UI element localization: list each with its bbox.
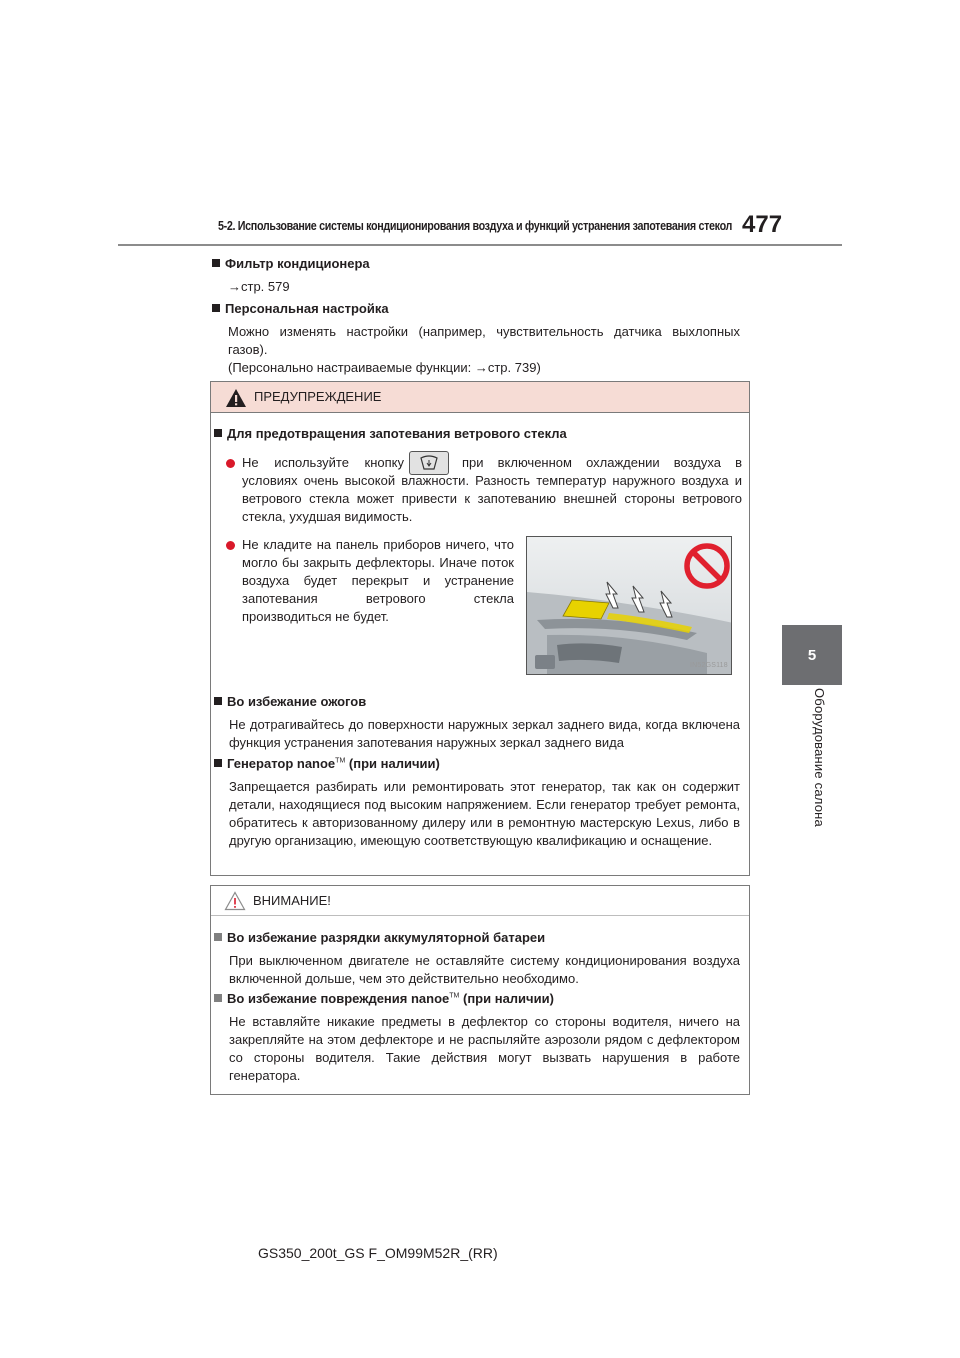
document-code: GS350_200t_GS F_OM99M52R_(RR)	[258, 1245, 498, 1261]
battery-heading: Во избежание разрядки аккумуляторной батареи	[214, 930, 545, 945]
dashboard-illustration	[526, 536, 732, 675]
bullet2-text: Не кладите на панель приборов ничего, что могло бы закрыть дефлекторы. Иначе поток воздуха будет перекрыт и устранение запотевания ветрового стекла производиться не будет.	[242, 537, 514, 624]
personal-line-2: газов).	[228, 342, 268, 357]
caution-nanoe-heading: Во избежание повреждения nanoe™ (при наличии)	[214, 991, 554, 1006]
header-divider	[118, 244, 842, 246]
caution-nanoe-text: Не вставляйте никакие предметы в дефлектор со стороны водителя, ничего на закрепляйте на этом дефлекторе и не распыляйте аэрозоли рядом с дефлектором со стороны водителя. Такие действия могут вызвать нарушения в работе генератора.	[229, 1014, 740, 1083]
nanoe-heading: Генератор nanoe™ (при наличии)	[214, 756, 440, 771]
chapter-tab[interactable]	[782, 625, 842, 685]
bullet1-part2: при включенном охлаждении воздуха в	[462, 455, 742, 470]
filter-heading: Фильтр кондиционера	[212, 256, 370, 271]
square-bullet-icon	[214, 933, 222, 941]
square-bullet-icon	[214, 994, 222, 1002]
arrow-right-icon: →	[228, 279, 241, 294]
burn-heading: Во избежание ожогов	[214, 694, 366, 709]
bullet1-part1: Не используйте кнопку	[242, 455, 404, 470]
section-title: 5-2. Использование системы кондиционирования воздуха и функций устранения запотевания стекол	[218, 219, 733, 233]
square-bullet-icon	[214, 759, 222, 767]
chapter-title: Оборудование салона	[812, 688, 827, 827]
personal-line-3[interactable]: (Персонально настраиваемые функции: →стр. 739)	[228, 360, 541, 375]
personal-heading: Персональная настройка	[212, 301, 389, 316]
illustration-code: IN52GS118	[690, 662, 728, 669]
warning-triangle-icon	[225, 388, 247, 408]
square-bullet-icon	[214, 429, 222, 437]
square-bullet-icon	[212, 304, 220, 312]
red-dot-bullet-icon	[226, 455, 235, 473]
chapter-number: 5	[807, 646, 817, 664]
personal-line-1: Можно изменять настройки (например, чувствительность датчика выхлопных	[228, 324, 740, 339]
square-bullet-icon	[214, 697, 222, 705]
fog-heading: Для предотвращения запотевания ветрового стекла	[214, 426, 567, 441]
square-bullet-icon	[212, 259, 220, 267]
battery-text: При выключенном двигателе не оставляйте систему кондиционирования воздуха включенной дольше, чем это действительно необходимо.	[229, 953, 740, 986]
nanoe-text: Запрещается разбирать или ремонтировать этот генератор, так как он содержит детали, находящиеся под высоким напряжением. Если генератор требует ремонта, обратитесь к авторизованному дилеру или в ремонтную мастерскую Lexus, либо в другую организацию, имеющую соответствующую квалификацию и оснащение.	[229, 779, 740, 848]
arrow-right-icon: →	[474, 360, 488, 375]
red-dot-bullet-icon	[226, 537, 235, 555]
caution-label: ВНИМАНИЕ!	[253, 893, 331, 908]
burn-text: Не дотрагивайтесь до поверхности наружных зеркал заднего вида, когда включена функция устранения запотевания наружных зеркал заднего вида	[229, 717, 740, 750]
page-number: 477	[742, 211, 783, 238]
filter-reference[interactable]: →стр. 579	[228, 279, 290, 294]
caution-header-divider	[211, 915, 749, 916]
warning-label: ПРЕДУПРЕЖДЕНИЕ	[254, 389, 382, 404]
bullet1-rest: условиях очень высокой влажности. Разность температур наружного воздуха и ветрового стекла может привести к запотеванию внешней стороны ветрового стекла, ухудшая видимость.	[242, 473, 742, 524]
caution-triangle-icon	[224, 891, 246, 911]
